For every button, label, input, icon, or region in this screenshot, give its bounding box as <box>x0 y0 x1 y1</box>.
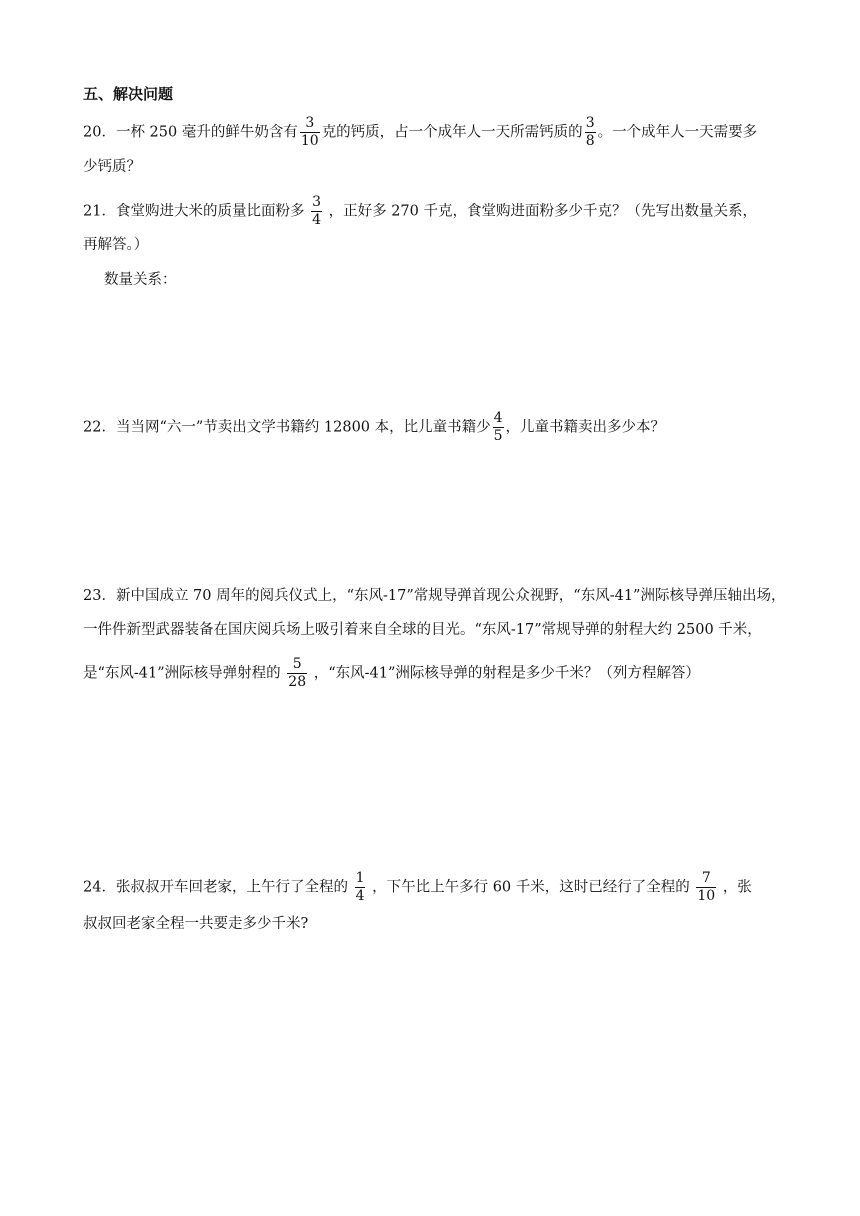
question-21-fraction-1 <box>311 194 322 229</box>
question-20-text-b: 克的钙质，占一个成年人一天所需钙质的 <box>321 124 583 141</box>
fraction-denominator: 4 <box>355 888 365 904</box>
question-23-text-3a: 是“东风-41”洲际核导弹射程的 <box>83 665 281 682</box>
question-24-fraction-1 <box>355 870 366 905</box>
question-22-text-a: 当当网“六一”节卖出文学书籍约 12800 本，比儿童书籍少 <box>115 419 491 436</box>
question-20-line-1 <box>83 115 757 150</box>
question-21-line-1 <box>83 194 757 229</box>
question-24-line-2: 叔叔回老家全程一共要走多少千米? <box>83 916 309 932</box>
question-20-text-c: 。一个成年人一天需要多 <box>597 124 758 141</box>
question-23-text-1: 新中国成立 70 周年的阅兵仪式上，“东风-17”常规导弹首现公众视野，“东风-41”洲际核导弹压轴出场， <box>115 588 786 604</box>
question-24-fraction-2 <box>696 870 716 905</box>
fraction-denominator: 8 <box>585 133 595 149</box>
question-23-line-2: 一件件新型武器装备在国庆阅兵场上吸引着来自全球的目光。“东风-17”常规导弹的射程大约 2500 千米， <box>83 622 762 638</box>
question-24-line-1 <box>83 870 752 905</box>
fraction-numerator: 1 <box>355 870 365 886</box>
question-24-number: 24． <box>83 879 116 896</box>
fraction-denominator: 28 <box>288 674 307 690</box>
fraction-denominator: 10 <box>697 888 716 904</box>
fraction-numerator: 5 <box>292 656 302 672</box>
section-title: 五、解决问题 <box>83 85 174 103</box>
fraction-numerator: 3 <box>312 194 321 210</box>
question-23-text-3b: ，“东风-41”洲际核导弹的射程是多少千米？（列方程解答） <box>313 665 700 682</box>
fraction-numerator: 4 <box>493 410 503 426</box>
fraction-denominator: 10 <box>300 133 319 149</box>
question-20-text-a: 一杯 250 毫升的鲜牛奶含有 <box>115 124 298 141</box>
question-23-line-3 <box>83 656 700 691</box>
question-20-fraction-1 <box>300 115 320 150</box>
question-24-text-c: ，张 <box>722 879 752 896</box>
fraction-numerator: 7 <box>701 870 711 886</box>
question-20-number: 20． <box>83 124 116 141</box>
question-21-relation-label: 数量关系： <box>104 272 177 288</box>
question-20-fraction-2 <box>585 115 596 150</box>
fraction-denominator: 5 <box>493 428 503 444</box>
question-22-fraction-1 <box>493 410 504 445</box>
question-21-number: 21． <box>83 203 116 220</box>
question-21-text-a: 食堂购进大米的质量比面粉多 <box>115 203 305 220</box>
question-23-fraction-1 <box>287 656 307 691</box>
question-23-line-1 <box>83 586 785 606</box>
question-24-text-a: 张叔叔开车回老家，上午行了全程的 <box>115 879 348 896</box>
question-23-number: 23． <box>83 588 116 604</box>
question-21-text-b: ，正好多 270 千克，食堂购进面粉多少千克？（先写出数量关系， <box>328 203 757 220</box>
question-20-line-2: 少钙质？ <box>83 159 141 175</box>
fraction-denominator: 4 <box>312 212 321 228</box>
question-22-text-b: ，儿童书籍卖出多少本？ <box>505 419 666 436</box>
fraction-numerator: 3 <box>305 115 315 131</box>
question-21-line-2: 再解答。） <box>83 237 149 253</box>
question-24-text-b: ，下午比上午多行 60 千米，这时已经行了全程的 <box>372 879 690 896</box>
question-22-number: 22． <box>83 419 116 436</box>
question-22-line-1 <box>83 410 665 445</box>
fraction-numerator: 3 <box>585 115 595 131</box>
